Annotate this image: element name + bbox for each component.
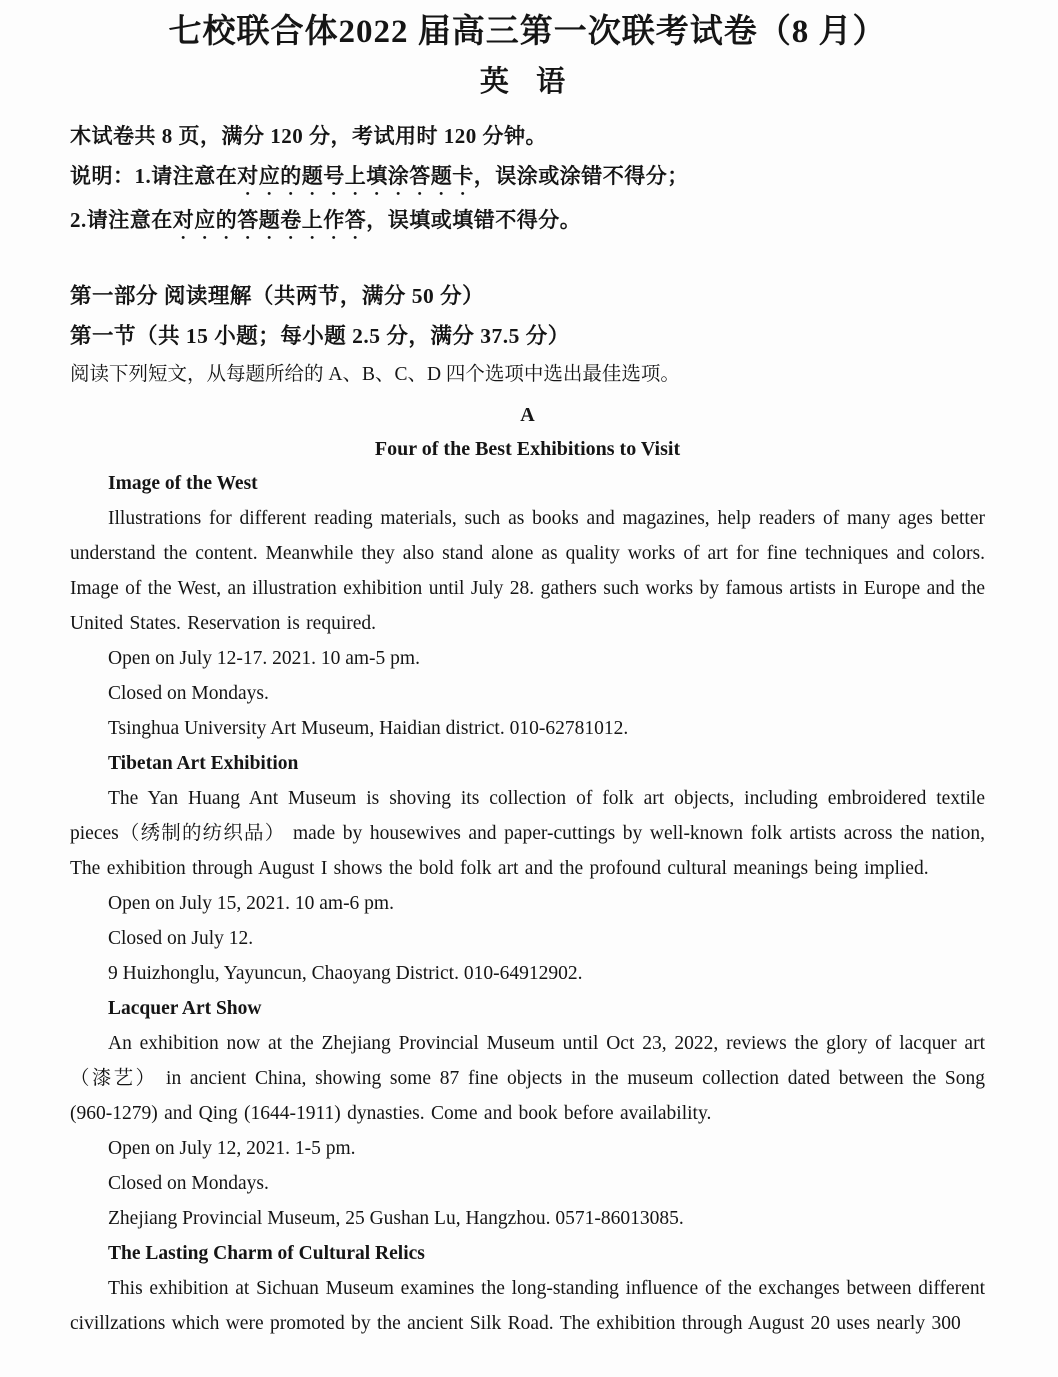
exhibition-open-hours: Open on July 15, 2021. 10 am-6 pm.	[108, 893, 394, 914]
section-one-heading: 第一节（共 15 小题；每小题 2.5 分，满分 37.5 分）	[70, 324, 570, 348]
passage-title: Four of the Best Exhibitions to Visit	[374, 438, 681, 460]
note-2-prefix: 2.请注意在	[70, 208, 173, 232]
exhibition-heading: The Lasting Charm of Cultural Relics	[108, 1243, 425, 1264]
part-one-heading: 第一部分 阅读理解（共两节，满分 50 分）	[70, 284, 485, 308]
passage-label-a: A	[520, 404, 535, 426]
exhibition-paragraph: Illustrations for different reading materials, such as books and magazines, help readers of many ages better understand the content. Meanwhile they also stand alone as quality works of art for fine techniques and colors. Image of the West, an illustration exhibition until July 28. gathers such works by famous artists in Europe and the United States. Reservation is required.	[70, 508, 985, 634]
exhibition-address: 9 Huizhonglu, Yayuncun, Chaoyang District. 010-64912902.	[108, 963, 583, 984]
note-1-prefix: 说明：1.请注意在	[70, 164, 238, 188]
exhibition-tibetan-art	[70, 746, 985, 991]
note-2-emphasized: 对应的答题卷上作答	[172, 208, 367, 232]
exhibition-cultural-relics	[70, 1236, 985, 1341]
exhibition-closed-days: Closed on Mondays.	[108, 683, 269, 704]
exhibition-address: Tsinghua University Art Museum, Haidian district. 010-62781012.	[108, 718, 629, 739]
reading-instruction: 阅读下列短文，从每题所给的 A、B、C、D 四个选项中选出最佳选项。	[70, 364, 680, 385]
exhibition-image-of-the-west	[70, 466, 985, 746]
exhibition-open-hours: Open on July 12, 2021. 1-5 pm.	[108, 1138, 356, 1159]
exhibition-paragraph: The Yan Huang Ant Museum is shoving its collection of folk art objects, including embroidered textile pieces（绣制的纺织品） made by housewives and paper-cuttings by well-known folk artists across the nation, The exhibition through August I shows the bold folk art and the profound cultural meanings being implied.	[70, 788, 985, 879]
exam-notes	[70, 116, 985, 244]
exhibition-lacquer-art	[70, 991, 985, 1236]
note-1-suffix: ，误涂或涂错不得分；	[473, 164, 689, 188]
exhibition-open-hours: Open on July 12-17. 2021. 10 am-5 pm.	[108, 648, 420, 669]
exhibition-address: Zhejiang Provincial Museum, 25 Gushan Lu, Hangzhou. 0571-86013085.	[108, 1208, 684, 1229]
note-1-emphasized: 对应的题号上填涂答题卡	[237, 164, 474, 188]
page-title: 七校联合体2022 届高三第一次联考试卷（8 月）	[168, 14, 887, 50]
note-paper-info: 木试卷共 8 页，满分 120 分，考试用时 120 分钟。	[70, 124, 547, 148]
exhibition-closed-days: Closed on July 12.	[108, 928, 254, 949]
exhibition-heading: Lacquer Art Show	[108, 998, 262, 1019]
exhibition-paragraph: This exhibition at Sichuan Museum examines the long-standing influence of the exchanges between different civillzations which were promoted by the ancient Silk Road. The exhibition through August 20 uses nearly 300	[70, 1278, 985, 1334]
exhibition-heading: Image of the West	[108, 473, 258, 494]
subject-title: 英 语	[479, 66, 576, 98]
exhibition-paragraph: An exhibition now at the Zhejiang Provincial Museum until Oct 23, 2022, reviews the glory of lacquer art（漆艺） in ancient China, showing some 87 fine objects in the museum collection dated between the Song (960-1279) and Qing (1644-1911) dynasties. Come and book before availability.	[70, 1033, 985, 1124]
exhibition-closed-days: Closed on Mondays.	[108, 1173, 269, 1194]
exhibition-heading: Tibetan Art Exhibition	[108, 753, 299, 774]
note-2-suffix: ，误填或填错不得分。	[366, 208, 582, 232]
note-instruction-2	[70, 200, 985, 244]
note-instruction-1	[70, 156, 985, 200]
